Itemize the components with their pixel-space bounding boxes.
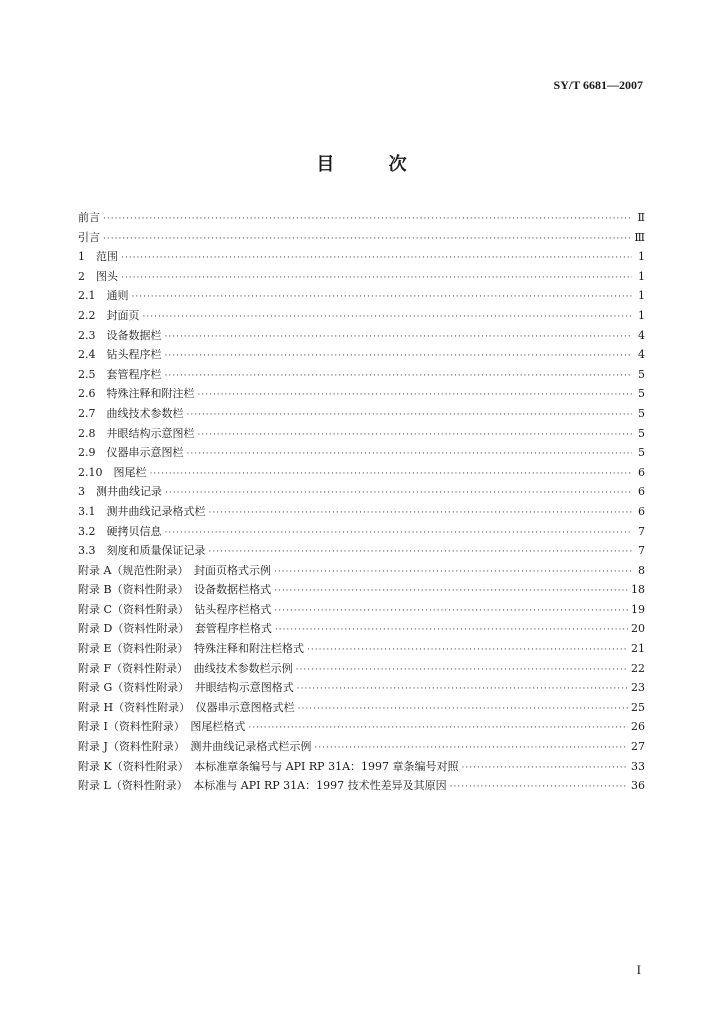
toc-leader-dots bbox=[274, 563, 632, 583]
toc-entry[interactable] bbox=[78, 659, 645, 679]
toc-entry[interactable] bbox=[78, 580, 645, 600]
toc-entry[interactable] bbox=[78, 522, 645, 542]
toc-entry-label: 3.1 测井曲线记录格式栏 bbox=[78, 504, 206, 518]
toc-entry[interactable] bbox=[78, 365, 645, 385]
toc-entry-label: 前言 bbox=[78, 211, 100, 224]
toc-entry-page: 1 bbox=[638, 250, 645, 264]
toc-entry-page: 27 bbox=[631, 740, 645, 754]
toc-leader-dots bbox=[209, 504, 633, 524]
toc-entry[interactable] bbox=[78, 717, 645, 737]
toc-leader-dots bbox=[165, 524, 633, 544]
toc-leader-dots bbox=[187, 406, 633, 426]
page-number: I bbox=[636, 962, 641, 977]
title-char-right: 次 bbox=[388, 154, 409, 175]
toc-leader-dots bbox=[198, 386, 633, 406]
toc-leader-dots bbox=[209, 543, 633, 563]
toc-entry[interactable] bbox=[78, 737, 645, 757]
toc-entry[interactable] bbox=[78, 776, 645, 796]
page-title bbox=[0, 150, 725, 176]
toc-entry-label: 2.6 特殊注释和附注栏 bbox=[78, 387, 195, 401]
toc-leader-dots bbox=[274, 602, 628, 622]
toc-entry-page: 6 bbox=[638, 465, 645, 479]
toc-entry-label: 3.2 硬拷贝信息 bbox=[78, 524, 162, 538]
toc-entry-page: 18 bbox=[631, 583, 645, 597]
toc-leader-dots bbox=[296, 661, 628, 681]
toc-entry-label: 2.3 设备数据栏 bbox=[78, 328, 162, 342]
toc-entry-page: 5 bbox=[638, 367, 645, 381]
toc-entry-label: 3.3 刻度和质量保证记录 bbox=[78, 544, 206, 558]
toc-entry-label: 附录 I（资料性附录） 图尾栏格式 bbox=[78, 720, 246, 734]
toc-entry[interactable] bbox=[78, 541, 645, 561]
toc-leader-dots bbox=[165, 347, 633, 367]
toc-entry-page: 4 bbox=[638, 348, 645, 362]
toc-leader-dots bbox=[450, 778, 628, 798]
toc-entry-page: Ⅱ bbox=[637, 211, 645, 224]
toc-leader-dots bbox=[274, 582, 628, 602]
toc-leader-dots bbox=[121, 249, 632, 269]
toc-leader-dots bbox=[143, 308, 633, 328]
toc-leader-dots bbox=[103, 230, 631, 250]
toc-entry-label: 3 测井曲线记录 bbox=[78, 485, 162, 499]
toc-entry-page: 26 bbox=[631, 720, 645, 734]
toc-leader-dots bbox=[165, 328, 633, 348]
toc-leader-dots bbox=[275, 621, 628, 641]
toc-entry-label: 2 图头 bbox=[78, 269, 118, 283]
toc-entry[interactable] bbox=[78, 639, 645, 659]
toc-entry[interactable] bbox=[78, 306, 645, 326]
toc-leader-dots bbox=[103, 210, 632, 230]
title-char-left: 目 bbox=[316, 154, 337, 175]
toc-entry-label: 1 范围 bbox=[78, 250, 118, 264]
toc-entry-label: 2.8 井眼结构示意图栏 bbox=[78, 426, 195, 440]
toc-entry-label: 附录 G（资料性附录） 井眼结构示意图格式 bbox=[78, 681, 294, 695]
toc-entry-label: 引言 bbox=[78, 230, 100, 244]
toc-entry-page: 8 bbox=[638, 563, 645, 577]
toc-entry-page: 36 bbox=[631, 779, 645, 793]
toc-entry[interactable] bbox=[78, 561, 645, 581]
toc-entry[interactable] bbox=[78, 286, 645, 306]
toc-entry-page: 6 bbox=[638, 485, 645, 499]
toc-leader-dots bbox=[198, 426, 633, 446]
toc-entry-page: 4 bbox=[638, 328, 645, 342]
toc-entry-label: 附录 F（资料性附录） 曲线技术参数栏示例 bbox=[78, 661, 293, 675]
toc-leader-dots bbox=[150, 465, 633, 485]
toc-entry-label: 2.7 曲线技术参数栏 bbox=[78, 406, 184, 420]
toc-entry-label: 2.4 钻头程序栏 bbox=[78, 348, 162, 362]
toc-leader-dots bbox=[298, 700, 628, 720]
toc-entry-label: 2.1 通则 bbox=[78, 289, 129, 303]
toc-entry-page: 5 bbox=[638, 446, 645, 460]
toc-entry-page: 7 bbox=[638, 544, 645, 558]
toc-leader-dots bbox=[165, 484, 632, 504]
toc-entry[interactable] bbox=[78, 502, 645, 522]
toc-entry[interactable] bbox=[78, 384, 645, 404]
toc-leader-dots bbox=[165, 367, 633, 387]
toc-entry-label: 附录 B（资料性附录） 设备数据栏格式 bbox=[78, 583, 272, 597]
toc-entry-page: 23 bbox=[631, 681, 645, 695]
toc-leader-dots bbox=[187, 445, 633, 465]
toc-entry-label: 附录 H（资料性附录） 仪器串示意图格式栏 bbox=[78, 700, 295, 714]
toc-entry[interactable] bbox=[78, 482, 645, 502]
toc-entry-page: 1 bbox=[638, 269, 645, 283]
toc-entry[interactable] bbox=[78, 404, 645, 424]
toc-leader-dots bbox=[462, 759, 628, 779]
toc-entry-label: 2.9 仪器串示意图栏 bbox=[78, 446, 184, 460]
toc-entry[interactable] bbox=[78, 757, 645, 777]
toc-entry-label: 附录 D（资料性附录） 套管程序栏格式 bbox=[78, 622, 272, 636]
toc-entry[interactable] bbox=[78, 228, 645, 248]
toc-entry[interactable] bbox=[78, 619, 645, 639]
toc-entry[interactable] bbox=[78, 678, 645, 698]
toc-entry-label: 附录 J（资料性附录） 测井曲线记录格式栏示例 bbox=[78, 740, 312, 754]
toc-leader-dots bbox=[297, 680, 628, 700]
toc-entry-page: 5 bbox=[638, 426, 645, 440]
toc-entry[interactable] bbox=[78, 267, 645, 287]
toc-entry[interactable] bbox=[78, 208, 645, 228]
toc-entry-label: 附录 K（资料性附录） 本标准章条编号与 API RP 31A：1997 章条编号对照 bbox=[78, 759, 459, 773]
toc-entry-page: Ⅲ bbox=[634, 230, 645, 244]
toc-leader-dots bbox=[307, 641, 628, 661]
toc-entry-page: 1 bbox=[638, 289, 645, 303]
toc-entry-page: 22 bbox=[631, 661, 645, 675]
toc-entry[interactable] bbox=[78, 345, 645, 365]
toc-entry-page: 19 bbox=[631, 602, 645, 616]
toc-entry-page: 33 bbox=[631, 759, 645, 773]
toc-entry[interactable] bbox=[78, 443, 645, 463]
toc-entry[interactable] bbox=[78, 326, 645, 346]
toc-entry-page: 7 bbox=[638, 524, 645, 538]
toc-entry[interactable] bbox=[78, 698, 645, 718]
toc-entry-page: 5 bbox=[638, 387, 645, 401]
toc-entry-page: 25 bbox=[631, 700, 645, 714]
toc-entry-label: 2.5 套管程序栏 bbox=[78, 367, 162, 381]
toc-entry-label: 2.10 图尾栏 bbox=[78, 465, 147, 479]
toc-entry-page: 21 bbox=[631, 642, 645, 656]
toc-entry-page: 20 bbox=[631, 622, 645, 636]
toc-entry[interactable] bbox=[78, 424, 645, 444]
toc-entry-label: 附录 E（资料性附录） 特殊注释和附注栏格式 bbox=[78, 642, 305, 656]
toc-entry-label: 附录 A（规范性附录） 封面页格式示例 bbox=[78, 563, 271, 577]
toc-entry[interactable] bbox=[78, 600, 645, 620]
toc-entry-label: 附录 L（资料性附录） 本标准与 API RP 31A：1997 技术性差异及其原因 bbox=[78, 779, 447, 793]
toc-leader-dots bbox=[132, 288, 633, 308]
toc-entry-page: 5 bbox=[638, 406, 645, 420]
toc-entry-page: 6 bbox=[638, 504, 645, 518]
toc-entry-label: 附录 C（资料性附录） 钻头程序栏格式 bbox=[78, 602, 272, 616]
toc-entry-page: 1 bbox=[638, 308, 645, 322]
toc-entry[interactable] bbox=[78, 463, 645, 483]
toc-entry-label: 2.2 封面页 bbox=[78, 308, 140, 322]
toc-leader-dots bbox=[121, 269, 632, 289]
table-of-contents bbox=[78, 208, 645, 796]
toc-entry[interactable] bbox=[78, 247, 645, 267]
document-code: SY/T 6681—2007 bbox=[553, 78, 643, 92]
